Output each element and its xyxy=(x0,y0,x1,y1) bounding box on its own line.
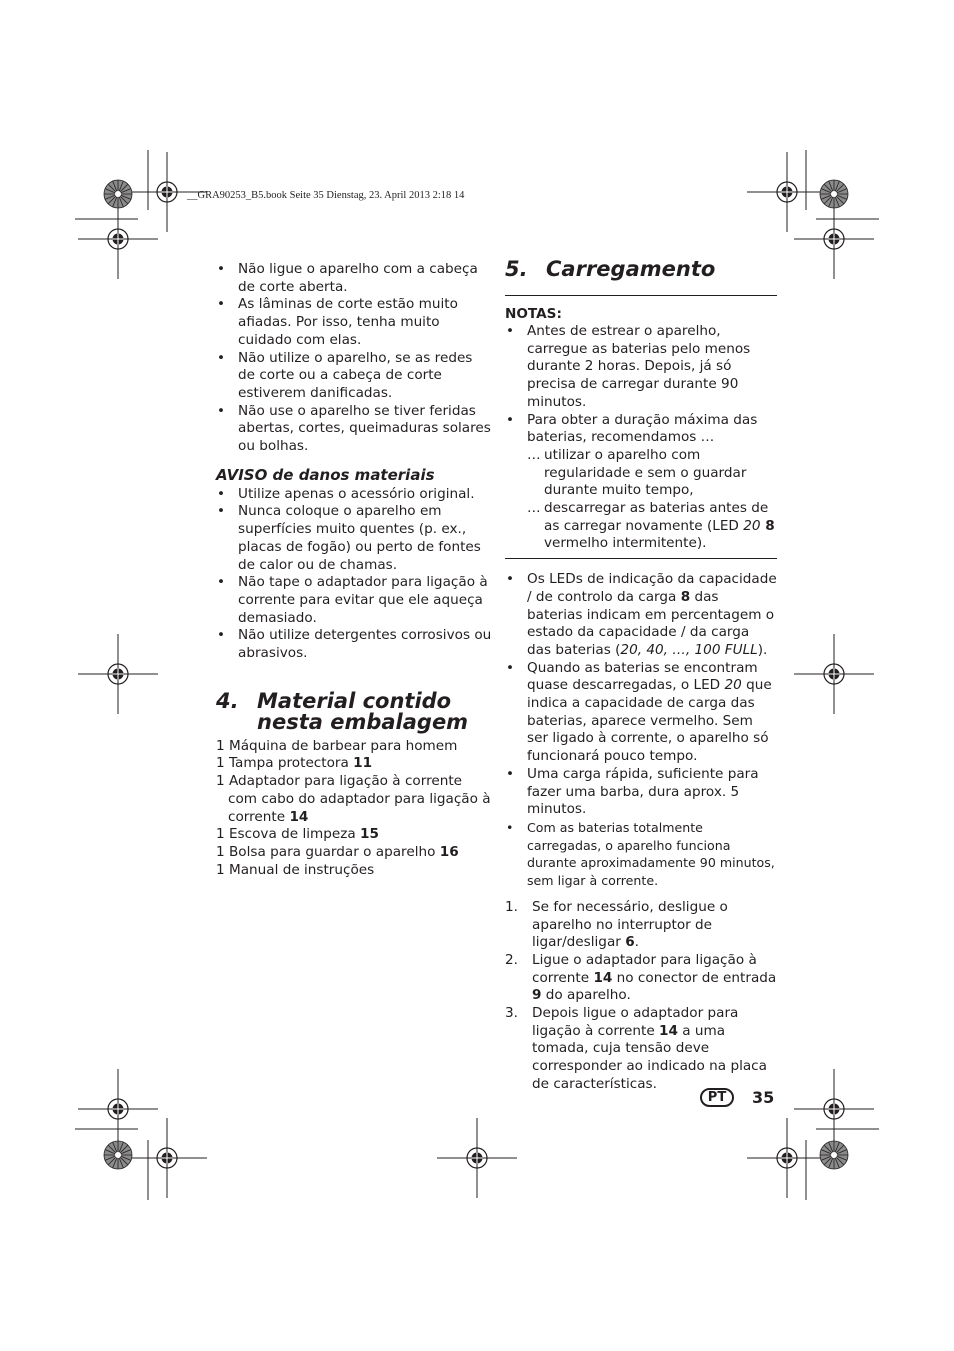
step-item: 2. Ligue o adaptador para ligação à corrente 14 no conector de entrada 9 do aparelho. xyxy=(505,951,777,1004)
list-item: 1 Bolsa para guardar o aparelho 16 xyxy=(216,843,459,860)
print-info-line: __GRA90253_B5.book Seite 35 Dienstag, 23. April 2013 2:18 14 xyxy=(187,190,465,201)
list-item: • Os LEDs de indicação da capacidade / de controlo da carga 8 das baterias indicam em percentagem o estado da capacidade / da carga das baterias (20, 40, …, 100 FULL). xyxy=(505,571,777,660)
list-item: • Para obter a duração máxima das baterias, recomendamos … xyxy=(505,412,777,447)
package-contents-list xyxy=(216,738,492,880)
list-item: • Uma carga rápida, suficiente para fazer uma barba, dura aprox. 5 minutos. xyxy=(505,766,777,819)
list-item: • Não ligue o aparelho com a cabeça de corte aberta. xyxy=(216,261,492,296)
language-badge: PT xyxy=(700,1088,734,1107)
list-item: 1 Manual de instruções xyxy=(216,861,375,878)
section-title: Carregamento xyxy=(546,257,716,281)
section-5-heading xyxy=(505,259,777,296)
list-item: … utilizar o aparelho com regularidade e sem o guardar durante muito tempo, xyxy=(527,447,777,500)
section-4-heading xyxy=(216,688,492,734)
list-item: • Quando as baterias se encontram quase descarregadas, o LED 20 que indica a capacidade de carga das baterias, aparece vermelho. Sem ser ligado à corrente, o aparelho só funcionará pouco tempo. xyxy=(505,660,777,766)
list-item: 1 Máquina de barbear para homem xyxy=(216,737,458,754)
list-item: • Com as baterias totalmente carregadas, o aparelho funciona durante aproximadamente 90 minutos, sem ligar à corrente. xyxy=(505,819,777,890)
notes-list xyxy=(505,323,777,447)
list-item: 1 Tampa protectora 11 xyxy=(216,755,373,772)
list-item: • As lâminas de corte estão muito afiadas. Por isso, tenha muito cuidado com elas. xyxy=(216,296,492,349)
aviso-bullet-list xyxy=(216,486,492,663)
left-column xyxy=(216,261,492,879)
list-item: • Utilize apenas o acessório original. xyxy=(216,486,492,504)
notes-label: NOTAS: xyxy=(505,306,562,322)
section-number: 4. xyxy=(216,688,239,713)
list-item: … descarregar as baterias antes de as carregar novamente (LED 20 8 vermelho intermitente). xyxy=(527,500,777,553)
list-item: • Nunca coloque o aparelho em superfícies muito quentes (p. ex., placas de fogão) ou perto de fontes de calor ou de chamas. xyxy=(216,503,492,574)
charging-steps xyxy=(505,899,777,1094)
section-title: Material contido nesta embalagem xyxy=(257,688,469,734)
list-item: • Não tape o adaptador para ligação à corrente para evitar que ele aqueça demasiado. xyxy=(216,574,492,627)
right-column xyxy=(505,259,777,1094)
recommendation-sublist xyxy=(505,447,777,553)
divider xyxy=(505,558,777,559)
list-item: 1 Adaptador para ligação à corrente com cabo do adaptador para ligação à corrente 14 xyxy=(216,773,491,825)
list-item: • Não utilize o aparelho, se as redes de corte ou a cabeça de corte estiverem danificadas. xyxy=(216,350,492,403)
list-item: 1 Escova de limpeza 15 xyxy=(216,826,379,843)
step-item: 3. Depois ligue o adaptador para ligação à corrente 14 a uma tomada, cuja tensão deve corresponder ao indicado na placa de características. xyxy=(505,1005,767,1092)
page-number: 35 xyxy=(752,1088,775,1107)
safety-bullet-list xyxy=(216,261,492,456)
aviso-heading: AVISO de danos materiais xyxy=(216,465,435,484)
list-item: • Não use o aparelho se tiver feridas abertas, cortes, queimaduras solares ou bolhas. xyxy=(216,403,492,456)
charging-info-list xyxy=(505,571,777,890)
step-item: 1. Se for necessário, desligue o aparelho no interruptor de ligar/desligar 6. xyxy=(505,898,728,951)
list-item: • Não utilize detergentes corrosivos ou abrasivos. xyxy=(216,627,492,662)
page-footer xyxy=(700,1088,774,1107)
list-item: • Antes de estrear o aparelho, carregue as baterias pelo menos durante 2 horas. Depois, já só precisa de carregar durante 90 minutos. xyxy=(505,323,777,412)
section-number: 5. xyxy=(505,257,528,281)
